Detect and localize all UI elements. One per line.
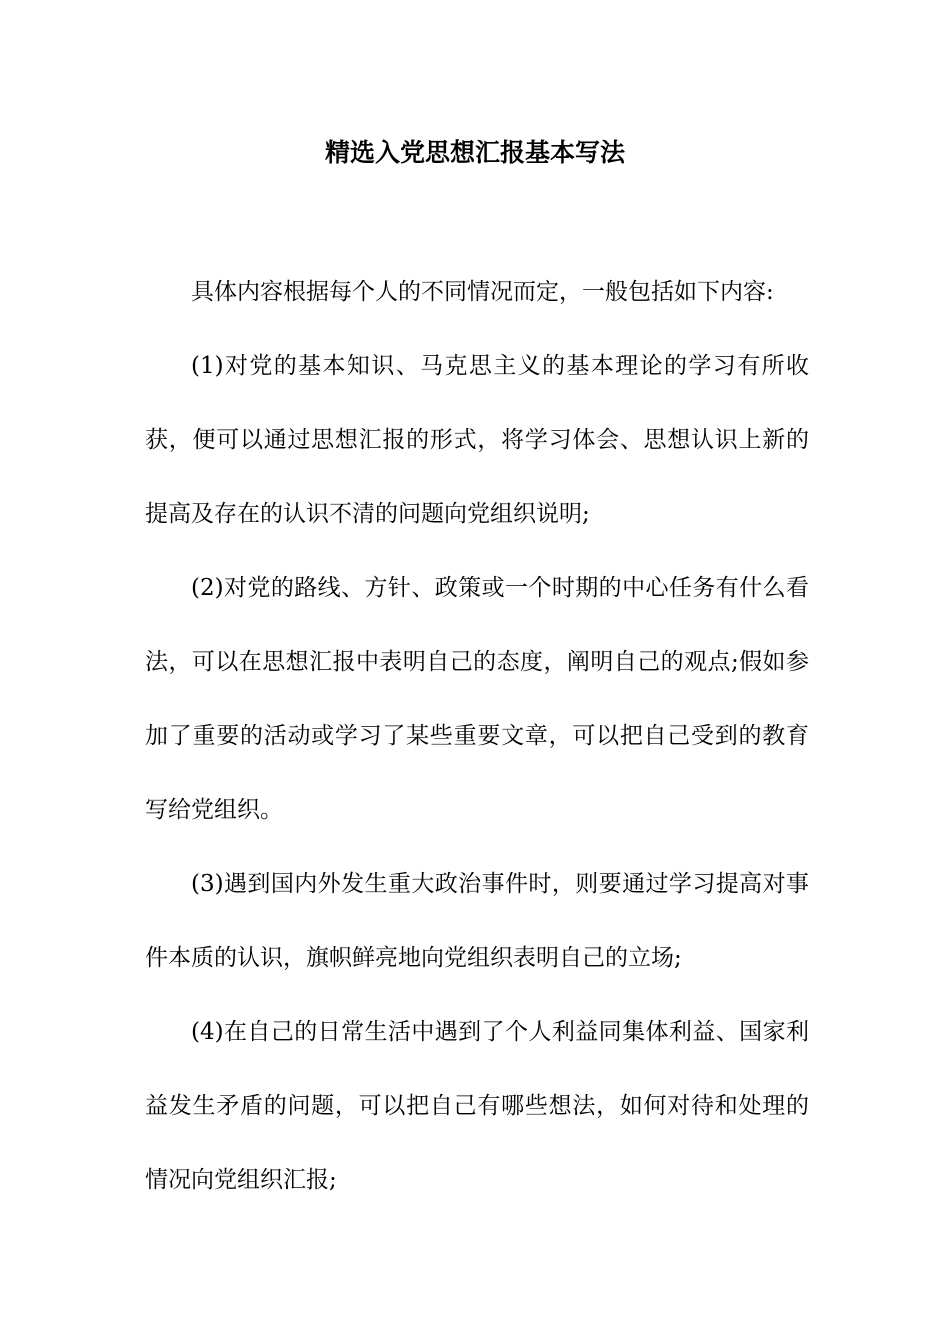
paragraph-intro: 具体内容根据每个人的不同情况而定，一般包括如下内容: [191, 279, 774, 305]
paragraph-item-1: (1)对党的基本知识、马克思主义的基本理论的学习有所收获，便可以通过思想汇报的形式，将学习体会、思想认识上新的提高及存在的认识不清的问题向党组织说明; [145, 353, 809, 527]
document-body [145, 255, 809, 1217]
document-title: 精选入党思想汇报基本写法 [324, 138, 625, 167]
paragraph-item-3: (3)遇到国内外发生重大政治事件时，则要通过学习提高对事件本质的认识，旗帜鲜亮地向党组织表明自己的立场; [145, 871, 809, 971]
paragraph-item-4: (4)在自己的日常生活中遇到了个人利益同集体利益、国家利益发生矛盾的问题，可以把自己有哪些想法，如何对待和处理的情况向党组织汇报; [145, 1019, 809, 1193]
paragraph-item-2: (2)对党的路线、方针、政策或一个时期的中心任务有什么看法，可以在思想汇报中表明自己的态度，阐明自己的观点;假如参加了重要的活动或学习了某些重要文章，可以把自己受到的教育写给党组织。 [145, 575, 809, 823]
